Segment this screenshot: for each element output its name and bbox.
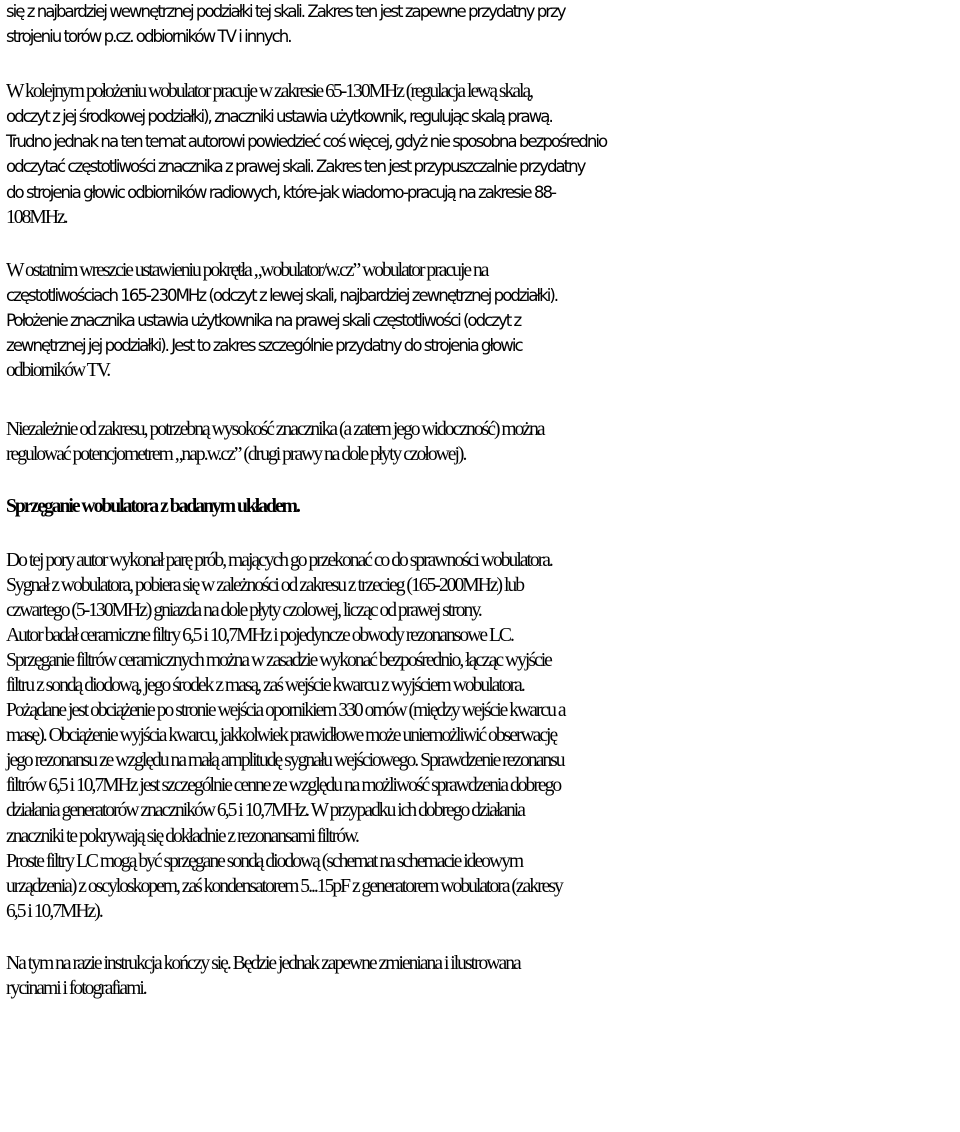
text-line: Na tym na razie instrukcja kończy się. Będzie jednak zapewne zmieniana i ilustrowana — [6, 952, 520, 974]
document-page — [6, 0, 958, 1001]
paragraph-marker-height — [6, 417, 958, 467]
section-heading — [6, 494, 958, 519]
text-line: W ostatnim wreszcie ustawieniu pokrętła „wobulator/w.cz” wobulator pracuje na — [6, 259, 488, 281]
text-line: czwartego (5-130MHz) gniazda na dole płyty czolowej, licząc od prawej strony. — [6, 599, 481, 621]
text-line: masę). Obciążenie wyjścia kwarcu, jakkolwiek prawidłowe może uniemożliwić obserwację — [6, 725, 557, 747]
text-line: W kolejnym położeniu wobulator pracuje w zakresie 65-130MHz (regulacja lewą skalą, — [6, 81, 533, 103]
text-line: Położenie znacznika ustawia użytkownika na prawej skali częstotliwości (odczyt z — [6, 310, 521, 330]
text-line: częstotliwościach 165-230MHz (odczyt z lewej skali, najbardziej zewnętrznej podziałki). — [6, 285, 558, 305]
text-line: Sygnał z wobulatora, pobiera się w zależności od zakresu z trzecieg (165-200MHz) lub — [6, 574, 523, 596]
text-line: odbiorników TV. — [6, 360, 110, 382]
text-line: regulować potencjometrem „nap.w.cz” (drugi prawy na dole płyty czołowej). — [6, 444, 466, 466]
paragraph-coupling — [6, 548, 958, 924]
paragraph-range-165-230 — [6, 258, 958, 383]
text-line: Sprzęganie filtrów ceramicznych można w zasadzie wykonać bezpośrednio, łącząc wyjście — [6, 649, 551, 671]
text-line: Trudno jednak na ten temat autorowi powiedzieć coś więcej, gdyż nie sposobna bezpośrednio — [6, 132, 607, 152]
text-line: działania generatorów znaczników 6,5 i 10,7MHz. W przypadku ich dobrego działania — [6, 800, 524, 822]
text-line: jego rezonansu ze względu na małą amplitudę sygnału wejściowego. Sprawdzenie rezonansu — [6, 750, 564, 772]
text-line: Autor badał ceramiczne filtry 6,5 i 10,7MHz i pojedyncze obwody rezonansowe LC. — [6, 624, 513, 646]
text-line: odczyt z jej środkowej podziałki), znaczniki ustawia użytkownik, regulując skalą prawą. — [6, 107, 552, 127]
paragraph-continuation — [6, 0, 958, 49]
text-line: filtru z sondą diodową, jego środek z masą, zaś wejście kwarcu z wyjściem wobulatora. — [6, 674, 524, 696]
text-line: Proste filtry LC mogą być sprzęgane sondą diodową (schemat na schemacie ideowym — [6, 850, 523, 872]
text-line: Niezależnie od zakresu, potrzebną wysokość znacznika (a zatem jego widoczność) można — [6, 419, 544, 441]
spacer — [6, 383, 958, 417]
text-line: rycinami i fotografiami. — [6, 978, 146, 999]
text-line: zewnętrznej jej podziałki). Jest to zakres szczególnie przydatny do strojenia głowic — [6, 336, 522, 356]
spacer — [6, 924, 958, 951]
text-line: filtrów 6,5 i 10,7MHz jest szczególnie cenne ze względu na możliwość sprawdzenia dobrego — [6, 775, 561, 797]
spacer — [6, 520, 958, 548]
paragraph-closing — [6, 951, 958, 1001]
spacer — [6, 230, 958, 258]
text-line: 108MHz. — [6, 206, 67, 228]
text-line: odczytać częstotliwości znacznika z prawej skali. Zakres ten jest przypuszczalnie przydatny — [6, 157, 585, 177]
spacer — [6, 49, 958, 79]
text-line: do strojenia głowic odbiorników radiowych, które-jak wiadomo-pracują na zakresie 88- — [6, 182, 556, 202]
text-line: strojeniu torów p.cz. odbiorników TV i innych. — [6, 27, 291, 47]
heading-text: Sprzęganie wobulatora z badanym układem. — [6, 496, 299, 518]
text-line: znaczniki te pokrywają się dokładnie z rezonansami filtrów. — [6, 825, 358, 847]
paragraph-range-65-130 — [6, 79, 958, 230]
text-line: się z najbardziej wewnętrznej podziałki tej skali. Zakres ten jest zapewne przydatny przy — [6, 2, 565, 21]
spacer — [6, 467, 958, 494]
text-line: urządzenia) z oscyloskopem, zaś kondensatorem 5...15pF z generatorem wobulatora (zakresy — [6, 875, 562, 897]
text-line: Pożądane jest obciążenie po stronie wejścia opornikiem 330 omów (między wejście kwarcu a — [6, 700, 565, 722]
text-line: 6,5 i 10,7MHz). — [6, 900, 102, 922]
text-line: Do tej pory autor wykonał parę prób, mających go przekonać co do sprawności wobulatora. — [6, 549, 552, 571]
